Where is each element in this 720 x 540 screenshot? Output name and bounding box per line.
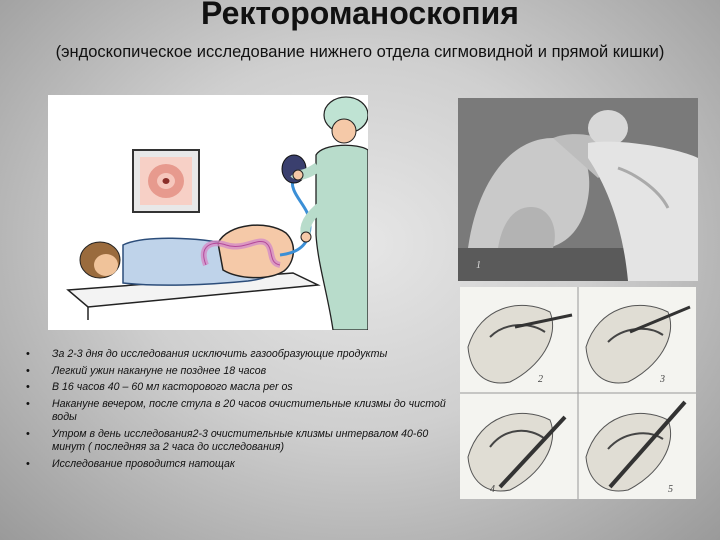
- scope-insertion-diagram: [460, 287, 696, 499]
- list-item: [26, 348, 456, 361]
- list-item: [26, 398, 456, 424]
- bullet-icon: •: [26, 398, 30, 411]
- diagram-panel-3: [586, 305, 690, 385]
- list-item-text: Легкий ужин накануне не позднее 18 часов: [52, 364, 267, 377]
- list-item-text: Утром в день исследования2-3 очистительные клизмы интервалом 40-60 минут ( последняя за 2 часа до исследования): [52, 428, 429, 454]
- doctor-icon: [293, 97, 368, 330]
- bullet-icon: •: [26, 364, 30, 377]
- list-item-text: Накануне вечером, после стула в 20 часов очистительные клизмы до чистой воды: [52, 398, 446, 424]
- scope-insertion-diagram-svg: [460, 287, 696, 499]
- procedure-illustration-svg: [48, 95, 368, 330]
- diagram-panel-2: [468, 305, 572, 385]
- list-item-text: Исследование проводится натощак: [52, 457, 235, 470]
- diagram-label-3: 3: [660, 374, 665, 385]
- preparation-list: [26, 348, 456, 475]
- procedure-illustration: [48, 95, 368, 330]
- diagram-panel-5: [586, 402, 685, 495]
- bullet-icon: •: [26, 381, 30, 394]
- monitor-icon: [133, 150, 199, 212]
- list-item-text: За 2-3 дня до исследования исключить газообразующие продукты: [52, 348, 388, 360]
- procedure-photo: [458, 98, 698, 281]
- list-item: [26, 381, 456, 394]
- diagram-label-2: 2: [538, 374, 543, 385]
- page-subtitle: (эндоскопическое исследование нижнего отдела сигмовидной и прямой кишки): [55, 43, 665, 61]
- list-item-text: В 16 часов 40 – 60 мл касторового масла per os: [52, 381, 293, 394]
- diagram-label-4: 4: [490, 484, 495, 495]
- patient-icon: [80, 225, 293, 285]
- bullet-icon: •: [26, 428, 30, 441]
- diagram-panel-4: [468, 413, 565, 495]
- list-item: [26, 365, 456, 378]
- list-item: [26, 458, 456, 471]
- bullet-icon: •: [26, 457, 30, 470]
- diagram-label-5: 5: [668, 484, 673, 495]
- page-title: Ректороманоскопия: [201, 0, 519, 31]
- photo-label: 1: [476, 260, 481, 271]
- procedure-photo-svg: [458, 98, 698, 281]
- bullet-icon: •: [26, 348, 30, 360]
- list-item: [26, 428, 456, 454]
